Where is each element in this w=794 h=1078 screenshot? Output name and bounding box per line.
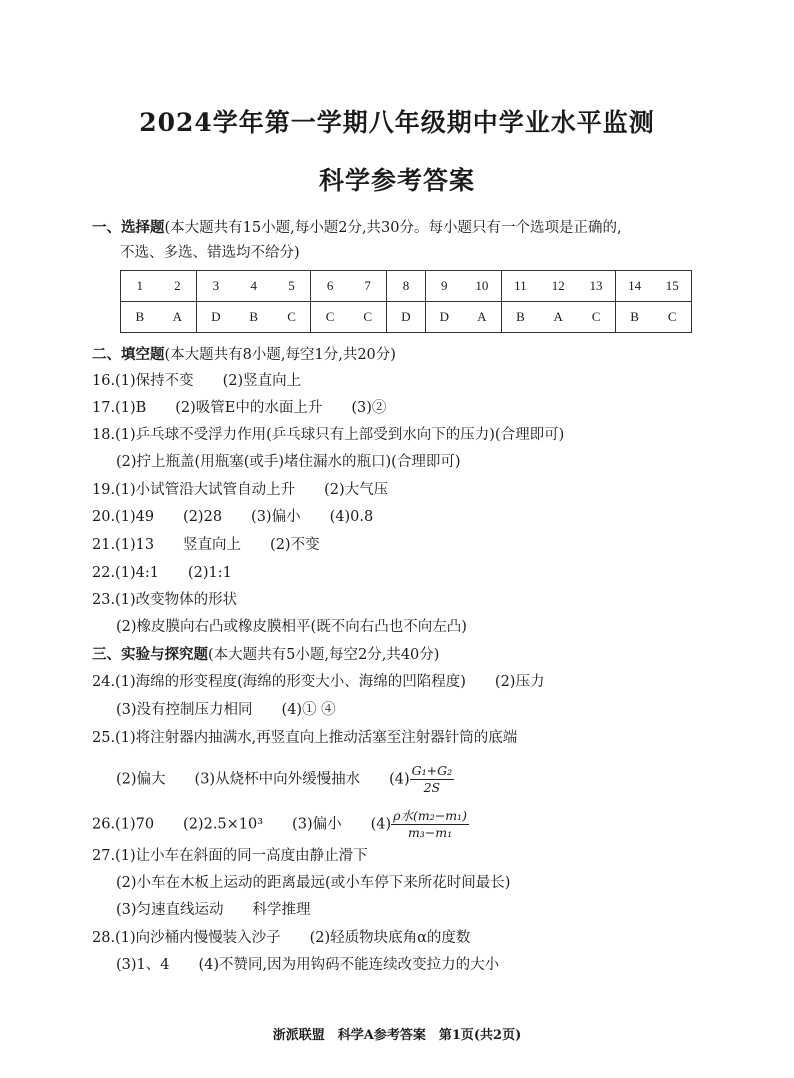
fraction-numerator: G₁+G₂ xyxy=(411,763,453,778)
answer-line: 27.(1)让小车在斜面的同一高度由静止滑下 xyxy=(92,848,368,864)
question-number-cell: 15 xyxy=(653,271,691,302)
answer-line: (3)没有控制压力相同 (4)① ④ xyxy=(116,702,336,718)
section1-desc: (本大题共有15小题,每小题2分,共30分。每小题只有一个选项是正确的, xyxy=(164,220,622,236)
section1-heading: 一、选择题 xyxy=(92,219,165,236)
answer-cell: A xyxy=(159,302,197,333)
answer-cell: C xyxy=(349,302,387,333)
answer-table-answer-row xyxy=(121,302,692,333)
answer-table xyxy=(120,270,692,333)
answer-line: 23.(1)改变物体的形状 xyxy=(92,592,238,608)
page-title: 2024学年第一学期八年级期中学业水平监测 xyxy=(139,108,655,137)
answer-cell: D xyxy=(425,302,463,333)
answer-cell: C xyxy=(577,302,615,333)
question-number-cell: 4 xyxy=(235,271,273,302)
section3-header xyxy=(92,645,439,665)
answer-text: (2)偏大 (3)从烧杯中向外缓慢抽水 (4) xyxy=(116,771,410,788)
answer-cell: C xyxy=(311,302,349,333)
answer-cell: B xyxy=(615,302,653,333)
answer-cell: D xyxy=(387,302,425,333)
question-number-cell: 12 xyxy=(539,271,577,302)
fraction-denominator: 2S xyxy=(423,780,441,795)
page-footer: 浙派联盟 科学A参考答案 第1页(共2页) xyxy=(272,1028,522,1043)
answer-line: 20.(1)49 (2)28 (3)偏小 (4)0.8 xyxy=(92,509,374,525)
answer-line: 21.(1)13 竖直向上 (2)不变 xyxy=(92,537,320,553)
question-number-cell: 5 xyxy=(273,271,311,302)
question-number-cell: 3 xyxy=(197,271,235,302)
question-number-cell: 10 xyxy=(463,271,501,302)
section3-heading: 三、实验与探究题 xyxy=(92,646,208,663)
answer-line: (2)拧上瓶盖(用瓶塞(或手)堵住漏水的瓶口)(合理即可) xyxy=(116,454,461,470)
answer-line: 22.(1)4:1 (2)1:1 xyxy=(92,565,232,581)
page-subtitle: 科学参考答案 xyxy=(318,166,475,195)
answer-cell: D xyxy=(197,302,235,333)
answer-line: (2)小车在木板上运动的距离最远(或小车停下来所花时间最长) xyxy=(116,875,511,891)
answer-table-number-row xyxy=(121,271,692,302)
section2-heading: 二、填空题 xyxy=(92,346,165,363)
answer-line-formula xyxy=(116,763,454,796)
fraction-density-formula xyxy=(391,808,469,841)
answer-line: (3)1、4 (4)不赞同,因为用钩码不能连续改变拉力的大小 xyxy=(116,957,500,973)
answer-cell: A xyxy=(539,302,577,333)
answer-line: 19.(1)小试管沿大试管自动上升 (2)大气压 xyxy=(92,482,389,498)
question-number-cell: 8 xyxy=(387,271,425,302)
fraction-numerator: ρ水(m₂−m₁) xyxy=(393,808,467,823)
answer-cell: B xyxy=(121,302,159,333)
answer-cell: B xyxy=(235,302,273,333)
question-number-cell: 7 xyxy=(349,271,387,302)
section3-desc: (本大题共有5小题,每空2分,共40分) xyxy=(208,647,440,663)
question-number-cell: 11 xyxy=(501,271,539,302)
answer-line: 24.(1)海绵的形变程度(海绵的形变大小、海绵的凹陷程度) (2)压力 xyxy=(92,674,545,690)
answer-cell: A xyxy=(463,302,501,333)
answer-line: (3)匀速直线运动 科学推理 xyxy=(116,902,311,918)
answer-line: (2)橡皮膜向右凸或橡皮膜相平(既不向右凸也不向左凸) xyxy=(116,619,467,635)
answer-cell: C xyxy=(273,302,311,333)
answer-line: 17.(1)B (2)吸管E中的水面上升 (3)② xyxy=(92,400,387,416)
answer-line: 16.(1)保持不变 (2)竖直向上 xyxy=(92,373,302,389)
section2-header xyxy=(92,345,396,365)
question-number-cell: 14 xyxy=(615,271,653,302)
section1-desc2: 不选、多选、错选均不给分) xyxy=(120,245,300,261)
section1-header xyxy=(92,218,622,238)
question-number-cell: 2 xyxy=(159,271,197,302)
question-number-cell: 1 xyxy=(121,271,159,302)
answer-text: 26.(1)70 (2)2.5×10³ (3)偏小 (4) xyxy=(92,816,392,833)
question-number-cell: 13 xyxy=(577,271,615,302)
section2-desc: (本大题共有8小题,每空1分,共20分) xyxy=(164,347,396,363)
question-number-cell: 9 xyxy=(425,271,463,302)
question-number-cell: 6 xyxy=(311,271,349,302)
fraction-g1-g2-over-2s xyxy=(410,763,454,796)
fraction-denominator: m₃−m₁ xyxy=(407,825,453,840)
answer-cell: B xyxy=(501,302,539,333)
answer-line: 25.(1)将注射器内抽满水,再竖直向上推动活塞至注射器针筒的底端 xyxy=(92,730,518,746)
answer-line: 18.(1)乒乓球不受浮力作用(乒乓球只有上部受到水向下的压力)(合理即可) xyxy=(92,427,565,443)
answer-line-formula xyxy=(92,808,469,841)
answer-cell: C xyxy=(653,302,691,333)
answer-line: 28.(1)向沙桶内慢慢装入沙子 (2)轻质物块底角α的度数 xyxy=(92,930,471,946)
